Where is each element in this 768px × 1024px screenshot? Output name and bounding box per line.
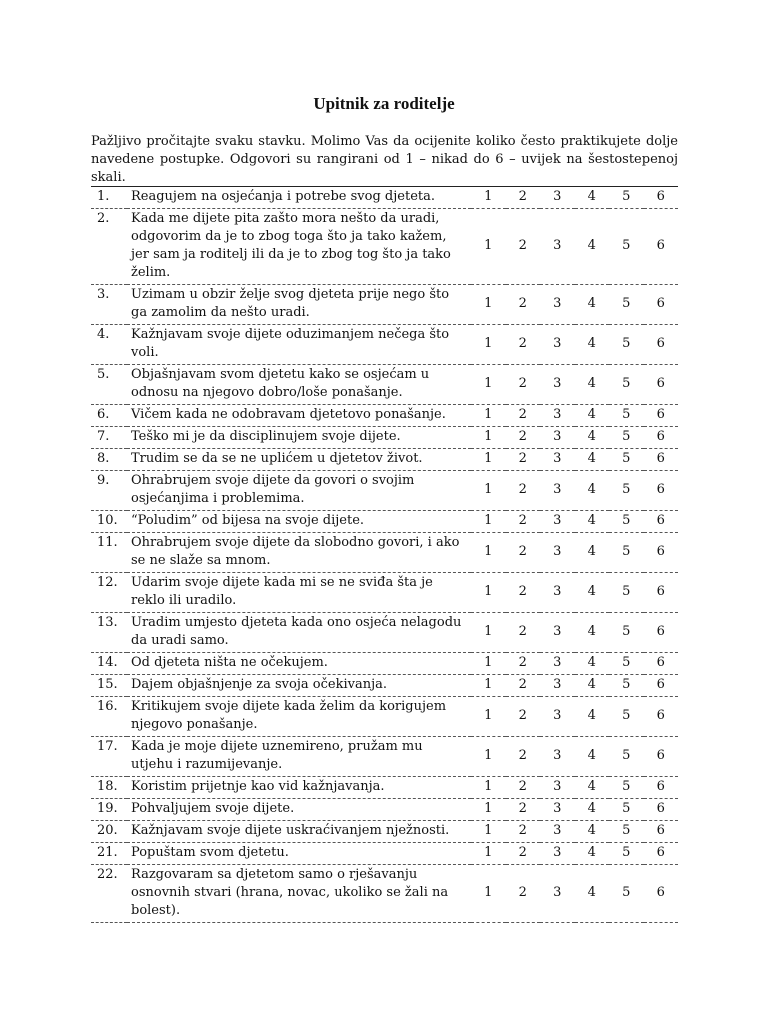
question-number: 17. — [91, 737, 127, 777]
question-text: Koristim prijetnje kao vid kažnjavanja. — [127, 777, 471, 799]
rating-option-1[interactable]: 1 — [471, 613, 506, 653]
question-number: 2. — [91, 209, 127, 285]
rating-option-3[interactable]: 3 — [540, 697, 575, 737]
question-number: 11. — [91, 533, 127, 573]
rating-option-4[interactable]: 4 — [575, 737, 610, 777]
rating-option-6[interactable]: 6 — [644, 533, 679, 573]
rating-option-2[interactable]: 2 — [506, 777, 541, 799]
rating-option-6[interactable]: 6 — [644, 799, 679, 821]
rating-option-5[interactable]: 5 — [609, 737, 644, 777]
question-text: Trudim se da se ne uplićem u djetetov život. — [127, 449, 471, 471]
rating-option-4[interactable]: 4 — [575, 697, 610, 737]
question-row — [91, 777, 678, 799]
question-number: 14. — [91, 653, 127, 675]
rating-option-5[interactable]: 5 — [609, 511, 644, 533]
question-number: 9. — [91, 471, 127, 511]
rating-option-5[interactable]: 5 — [609, 613, 644, 653]
rating-option-6[interactable]: 6 — [644, 675, 679, 697]
rating-option-6[interactable]: 6 — [644, 511, 679, 533]
rating-option-2[interactable]: 2 — [506, 325, 541, 365]
question-number: 6. — [91, 405, 127, 427]
rating-option-1[interactable]: 1 — [471, 777, 506, 799]
question-number: 10. — [91, 511, 127, 533]
rating-option-1[interactable]: 1 — [471, 843, 506, 865]
rating-option-1[interactable]: 1 — [471, 325, 506, 365]
rating-option-3[interactable]: 3 — [540, 737, 575, 777]
question-row — [91, 325, 678, 365]
question-row — [91, 821, 678, 843]
question-number: 8. — [91, 449, 127, 471]
rating-option-6[interactable]: 6 — [644, 821, 679, 843]
rating-option-1[interactable]: 1 — [471, 533, 506, 573]
rating-option-4[interactable]: 4 — [575, 533, 610, 573]
rating-option-4[interactable]: 4 — [575, 325, 610, 365]
question-row — [91, 511, 678, 533]
question-row — [91, 697, 678, 737]
rating-option-2[interactable]: 2 — [506, 799, 541, 821]
rating-option-4[interactable]: 4 — [575, 573, 610, 613]
rating-option-3[interactable]: 3 — [540, 285, 575, 325]
question-row — [91, 209, 678, 285]
question-text: Dajem objašnjenje za svoja očekivanja. — [127, 675, 471, 697]
rating-option-3[interactable]: 3 — [540, 471, 575, 511]
rating-option-4[interactable]: 4 — [575, 471, 610, 511]
question-text: Objašnjavam svom djetetu kako se osjećam u odnosu na njegovo dobro/loše ponašanje. — [127, 365, 471, 405]
rating-option-3[interactable]: 3 — [540, 187, 575, 209]
question-row — [91, 865, 678, 923]
rating-option-3[interactable]: 3 — [540, 821, 575, 843]
rating-option-2[interactable]: 2 — [506, 511, 541, 533]
rating-option-4[interactable]: 4 — [575, 449, 610, 471]
rating-option-3[interactable]: 3 — [540, 613, 575, 653]
rating-option-2[interactable]: 2 — [506, 573, 541, 613]
rating-option-1[interactable]: 1 — [471, 471, 506, 511]
question-text: Kritikujem svoje dijete kada želim da korigujem njegovo ponašanje. — [127, 697, 471, 737]
question-text: Razgovaram sa djetetom samo o rješavanju osnovnih stvari (hrana, novac, ukoliko se žali na bolest). — [127, 865, 471, 923]
question-row — [91, 427, 678, 449]
question-text: Kada me dijete pita zašto mora nešto da uradi, odgovorim da je to zbog toga što ja tako kažem, jer sam ja roditelj ili da je to zbog tog što ja tako želim. — [127, 209, 471, 285]
page-title: Upitnik za roditelje — [313, 94, 455, 113]
rating-option-4[interactable]: 4 — [575, 285, 610, 325]
rating-option-4[interactable]: 4 — [575, 865, 610, 923]
question-number: 5. — [91, 365, 127, 405]
rating-option-6[interactable]: 6 — [644, 325, 679, 365]
rating-option-6[interactable]: 6 — [644, 285, 679, 325]
rating-option-1[interactable]: 1 — [471, 799, 506, 821]
rating-option-5[interactable]: 5 — [609, 449, 644, 471]
question-text: Reagujem na osjećanja i potrebe svog djeteta. — [127, 187, 471, 209]
question-text: Kažnjavam svoje dijete uskraćivanjem nježnosti. — [127, 821, 471, 843]
question-text: Vičem kada ne odobravam djetetovo ponašanje. — [127, 405, 471, 427]
rating-option-3[interactable]: 3 — [540, 533, 575, 573]
question-text: Teško mi je da disciplinujem svoje dijete. — [127, 427, 471, 449]
question-row — [91, 843, 678, 865]
rating-option-6[interactable]: 6 — [644, 777, 679, 799]
question-text: Od djeteta ništa ne očekujem. — [127, 653, 471, 675]
rating-option-3[interactable]: 3 — [540, 675, 575, 697]
rating-option-6[interactable]: 6 — [644, 365, 679, 405]
rating-option-3[interactable]: 3 — [540, 653, 575, 675]
question-number: 1. — [91, 187, 127, 209]
rating-option-3[interactable]: 3 — [540, 843, 575, 865]
rating-option-6[interactable]: 6 — [644, 737, 679, 777]
rating-option-2[interactable]: 2 — [506, 449, 541, 471]
rating-option-5[interactable]: 5 — [609, 799, 644, 821]
rating-option-2[interactable]: 2 — [506, 737, 541, 777]
rating-option-1[interactable]: 1 — [471, 573, 506, 613]
question-row — [91, 285, 678, 325]
rating-option-1[interactable]: 1 — [471, 285, 506, 325]
rating-option-2[interactable]: 2 — [506, 865, 541, 923]
rating-option-4[interactable]: 4 — [575, 653, 610, 675]
rating-option-6[interactable]: 6 — [644, 697, 679, 737]
rating-option-4[interactable]: 4 — [575, 821, 610, 843]
question-number: 21. — [91, 843, 127, 865]
rating-option-5[interactable]: 5 — [609, 365, 644, 405]
question-text: Uzimam u obzir želje svog djeteta prije nego što ga zamolim da nešto uradi. — [127, 285, 471, 325]
question-text: “Poludim” od bijesa na svoje dijete. — [127, 511, 471, 533]
rating-option-1[interactable]: 1 — [471, 365, 506, 405]
rating-option-3[interactable]: 3 — [540, 777, 575, 799]
question-number: 4. — [91, 325, 127, 365]
rating-option-5[interactable]: 5 — [609, 427, 644, 449]
rating-option-4[interactable]: 4 — [575, 209, 610, 285]
question-number: 16. — [91, 697, 127, 737]
question-number: 7. — [91, 427, 127, 449]
rating-option-5[interactable]: 5 — [609, 865, 644, 923]
rating-option-3[interactable]: 3 — [540, 511, 575, 533]
questionnaire-table — [91, 186, 678, 923]
rating-option-5[interactable]: 5 — [609, 821, 644, 843]
rating-option-6[interactable]: 6 — [644, 653, 679, 675]
rating-option-3[interactable]: 3 — [540, 573, 575, 613]
rating-option-6[interactable]: 6 — [644, 427, 679, 449]
question-row — [91, 573, 678, 613]
rating-option-4[interactable]: 4 — [575, 405, 610, 427]
question-row — [91, 187, 678, 209]
rating-option-1[interactable]: 1 — [471, 653, 506, 675]
question-number: 13. — [91, 613, 127, 653]
rating-option-3[interactable]: 3 — [540, 865, 575, 923]
question-row — [91, 613, 678, 653]
rating-option-6[interactable]: 6 — [644, 613, 679, 653]
question-row — [91, 533, 678, 573]
question-row — [91, 449, 678, 471]
rating-option-5[interactable]: 5 — [609, 573, 644, 613]
rating-option-5[interactable]: 5 — [609, 777, 644, 799]
rating-option-1[interactable]: 1 — [471, 865, 506, 923]
rating-option-2[interactable]: 2 — [506, 843, 541, 865]
rating-option-6[interactable]: 6 — [644, 843, 679, 865]
rating-option-4[interactable]: 4 — [575, 365, 610, 405]
question-text: Uradim umjesto djeteta kada ono osjeća nelagodu da uradi samo. — [127, 613, 471, 653]
rating-option-2[interactable]: 2 — [506, 405, 541, 427]
rating-option-1[interactable]: 1 — [471, 511, 506, 533]
question-row — [91, 737, 678, 777]
question-text: Kada je moje dijete uznemireno, pružam mu utjehu i razumijevanje. — [127, 737, 471, 777]
question-number: 20. — [91, 821, 127, 843]
rating-option-3[interactable]: 3 — [540, 799, 575, 821]
rating-option-2[interactable]: 2 — [506, 187, 541, 209]
rating-option-5[interactable]: 5 — [609, 405, 644, 427]
rating-option-4[interactable]: 4 — [575, 777, 610, 799]
question-row — [91, 799, 678, 821]
rating-option-3[interactable]: 3 — [540, 325, 575, 365]
rating-option-3[interactable]: 3 — [540, 405, 575, 427]
rating-option-6[interactable]: 6 — [644, 209, 679, 285]
question-text: Kažnjavam svoje dijete oduzimanjem nečega što voli. — [127, 325, 471, 365]
rating-option-2[interactable]: 2 — [506, 697, 541, 737]
rating-option-1[interactable]: 1 — [471, 821, 506, 843]
rating-option-5[interactable]: 5 — [609, 471, 644, 511]
question-number: 22. — [91, 865, 127, 923]
rating-option-2[interactable]: 2 — [506, 365, 541, 405]
rating-option-4[interactable]: 4 — [575, 799, 610, 821]
rating-option-3[interactable]: 3 — [540, 449, 575, 471]
rating-option-6[interactable]: 6 — [644, 573, 679, 613]
rating-option-3[interactable]: 3 — [540, 365, 575, 405]
rating-option-1[interactable]: 1 — [471, 697, 506, 737]
question-row — [91, 405, 678, 427]
rating-option-5[interactable]: 5 — [609, 187, 644, 209]
rating-option-6[interactable]: 6 — [644, 471, 679, 511]
rating-option-5[interactable]: 5 — [609, 325, 644, 365]
rating-option-2[interactable]: 2 — [506, 653, 541, 675]
rating-option-1[interactable]: 1 — [471, 405, 506, 427]
rating-option-4[interactable]: 4 — [575, 675, 610, 697]
question-number: 19. — [91, 799, 127, 821]
question-number: 18. — [91, 777, 127, 799]
question-row — [91, 675, 678, 697]
rating-option-2[interactable]: 2 — [506, 285, 541, 325]
rating-option-5[interactable]: 5 — [609, 209, 644, 285]
rating-option-3[interactable]: 3 — [540, 427, 575, 449]
question-number: 12. — [91, 573, 127, 613]
rating-option-5[interactable]: 5 — [609, 675, 644, 697]
rating-option-2[interactable]: 2 — [506, 675, 541, 697]
question-row — [91, 653, 678, 675]
rating-option-6[interactable]: 6 — [644, 405, 679, 427]
rating-option-2[interactable]: 2 — [506, 471, 541, 511]
rating-option-6[interactable]: 6 — [644, 865, 679, 923]
question-row — [91, 365, 678, 405]
rating-option-4[interactable]: 4 — [575, 613, 610, 653]
questionnaire-items — [91, 187, 678, 923]
question-text: Ohrabrujem svoje dijete da slobodno govori, i ako se ne slaže sa mnom. — [127, 533, 471, 573]
rating-option-2[interactable]: 2 — [506, 427, 541, 449]
question-text: Udarim svoje dijete kada mi se ne sviđa šta je reklo ili uradilo. — [127, 573, 471, 613]
rating-option-5[interactable]: 5 — [609, 285, 644, 325]
rating-option-6[interactable]: 6 — [644, 449, 679, 471]
question-text: Popuštam svom djetetu. — [127, 843, 471, 865]
question-text: Ohrabrujem svoje dijete da govori o svojim osjećanjima i problemima. — [127, 471, 471, 511]
rating-option-1[interactable]: 1 — [471, 737, 506, 777]
rating-option-4[interactable]: 4 — [575, 511, 610, 533]
rating-option-1[interactable]: 1 — [471, 187, 506, 209]
rating-option-6[interactable]: 6 — [644, 187, 679, 209]
question-text: Pohvaljujem svoje dijete. — [127, 799, 471, 821]
question-number: 3. — [91, 285, 127, 325]
rating-option-5[interactable]: 5 — [609, 653, 644, 675]
rating-option-4[interactable]: 4 — [575, 843, 610, 865]
rating-option-1[interactable]: 1 — [471, 675, 506, 697]
rating-option-3[interactable]: 3 — [540, 209, 575, 285]
rating-option-1[interactable]: 1 — [471, 427, 506, 449]
question-number: 15. — [91, 675, 127, 697]
rating-option-2[interactable]: 2 — [506, 533, 541, 573]
rating-option-5[interactable]: 5 — [609, 533, 644, 573]
rating-option-4[interactable]: 4 — [575, 427, 610, 449]
rating-option-5[interactable]: 5 — [609, 697, 644, 737]
rating-option-2[interactable]: 2 — [506, 209, 541, 285]
rating-option-1[interactable]: 1 — [471, 209, 506, 285]
question-row — [91, 471, 678, 511]
rating-option-5[interactable]: 5 — [609, 843, 644, 865]
instructions-paragraph: Pažljivo pročitajte svaku stavku. Molimo Vas da ocijenite koliko često praktikujete dolje navedene postupke. Odgovori su rangirani od 1 – nikad do 6 – uvijek na šestostepenoj skali. — [91, 134, 678, 185]
rating-option-2[interactable]: 2 — [506, 821, 541, 843]
rating-option-2[interactable]: 2 — [506, 613, 541, 653]
rating-option-4[interactable]: 4 — [575, 187, 610, 209]
rating-option-1[interactable]: 1 — [471, 449, 506, 471]
